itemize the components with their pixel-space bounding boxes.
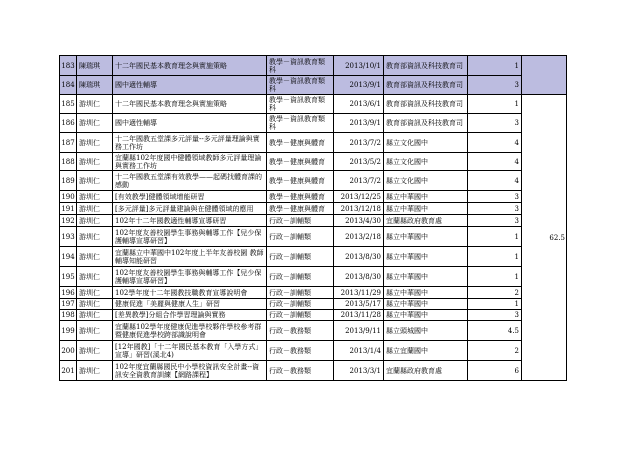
course-date-cell: 2013/11/29 xyxy=(334,287,384,299)
table-row xyxy=(60,133,567,153)
table-row xyxy=(60,203,567,215)
teacher-name-cell: 陳瑞琪 xyxy=(77,56,113,76)
organizer-cell: 縣立中華國中 xyxy=(384,247,468,267)
table-row xyxy=(60,76,567,95)
row-number-cell: 190 xyxy=(61,192,75,201)
course-date-cell: 2013/12/25 xyxy=(334,191,384,203)
row-number-cell: 194 xyxy=(60,247,77,267)
course-category-cell: 行政－訓輔類 xyxy=(267,310,334,321)
table-row xyxy=(60,215,567,227)
course-name-cell: 102年度宜蘭縣國民中小學校資訊安全計畫--資訊安全資教育訓練【網路課程】 xyxy=(113,361,267,381)
teacher-name-cell: 游圳仁 xyxy=(77,191,113,203)
course-date-cell: 2013/7/2 xyxy=(334,171,384,191)
course-date-cell: 2013/4/30 xyxy=(334,215,384,227)
hours-cell: 1 xyxy=(468,247,522,267)
hours-cell: 3 xyxy=(468,114,522,133)
table-row xyxy=(60,171,567,191)
course-name-cell: 102年度友善校園學生事務與輔導工作【兒少保護輔導宣導研習】 xyxy=(113,267,267,287)
course-date-cell: 2013/12/18 xyxy=(334,203,384,215)
course-date-cell: 2013/3/1 xyxy=(334,361,384,381)
teacher-name-cell: 游圳仁 xyxy=(77,171,113,191)
row-number-cell: 196 xyxy=(61,288,75,297)
course-date-cell: 2013/9/1 xyxy=(334,76,384,95)
row-number-cell: 199 xyxy=(60,321,77,341)
course-category-cell: 行政－訓輔類 xyxy=(267,299,334,310)
teacher-name-cell: 游圳仁 xyxy=(77,341,113,361)
table-row xyxy=(60,299,567,310)
course-name-cell: [12年國教]「十二年國民基本教育「入學方式」宣導」研習(溪北4) xyxy=(113,341,267,361)
table-row xyxy=(60,95,567,114)
hours-cell: 3 xyxy=(468,310,522,321)
hours-cell: 1 xyxy=(468,95,522,114)
row-number-cell: 184 xyxy=(60,76,77,95)
hours-cell: 3 xyxy=(468,76,522,95)
row-number-cell: 200 xyxy=(60,341,77,361)
organizer-cell: 縣立中華國中 xyxy=(384,287,468,299)
hours-cell: 2 xyxy=(468,341,522,361)
hours-cell: 1 xyxy=(468,267,522,287)
hours-cell: 1 xyxy=(468,299,522,310)
course-category-cell: 行政－教務類 xyxy=(267,361,334,381)
teacher-name-cell: 陳瑞琪 xyxy=(77,76,113,95)
organizer-cell: 縣立中華國中 xyxy=(384,310,468,321)
course-date-cell: 2013/10/1 xyxy=(334,56,384,76)
course-date-cell: 2013/8/30 xyxy=(334,267,384,287)
table-row xyxy=(60,267,567,287)
organizer-cell: 教育部資訊及科技教育司 xyxy=(384,114,468,133)
teacher-name-cell: 游圳仁 xyxy=(77,133,113,153)
course-name-cell: 國中適性輔導 xyxy=(113,76,267,95)
hours-cell: 3 xyxy=(468,191,522,203)
course-date-cell: 2013/8/30 xyxy=(334,247,384,267)
teacher-name-cell: 游圳仁 xyxy=(77,247,113,267)
course-name-cell: 十二年國教五堂課多元評量--多元評量理論與實務工作坊 xyxy=(113,133,267,153)
teacher-name-cell: 游圳仁 xyxy=(77,321,113,341)
highlight-cell xyxy=(522,56,567,95)
row-number-cell: 185 xyxy=(60,95,77,114)
course-category-cell: 教學－健康與體育 xyxy=(267,191,334,203)
table-row xyxy=(60,191,567,203)
course-date-cell: 2013/1/4 xyxy=(334,341,384,361)
teacher-name-cell: 游圳仁 xyxy=(77,299,113,310)
row-number-cell: 192 xyxy=(61,216,75,225)
course-date-cell: 2013/11/28 xyxy=(334,310,384,321)
course-name-cell: 102年十二年國教適性輔導宣導研習 xyxy=(113,215,267,227)
course-name-cell: 宜蘭縣102學年度健康促進學校夥伴學校參考群暨健康促進學校跨部識說明會 xyxy=(113,321,267,341)
teacher-name-cell: 游圳仁 xyxy=(77,203,113,215)
row-number-cell: 201 xyxy=(60,361,77,381)
course-name-cell: 健康促進「美麗與健康人生」研習 xyxy=(113,299,267,310)
hours-cell: 4 xyxy=(468,133,522,153)
row-number-cell: 188 xyxy=(60,153,77,171)
organizer-cell: 縣立文化國中 xyxy=(384,171,468,191)
training-records-table xyxy=(59,55,567,381)
organizer-cell: 縣立中華國中 xyxy=(384,227,468,247)
organizer-cell: 宜蘭縣政府教育處 xyxy=(384,215,468,227)
course-date-cell: 2013/9/11 xyxy=(334,321,384,341)
hours-cell: 3 xyxy=(468,203,522,215)
teacher-name-cell: 游圳仁 xyxy=(77,227,113,247)
organizer-cell: 縣立文化國中 xyxy=(384,133,468,153)
table-row xyxy=(60,56,567,76)
course-category-cell: 教學－資訊教育類科 xyxy=(267,114,334,133)
course-category-cell: 行政－教務類 xyxy=(267,341,334,361)
organizer-cell: 縣立宜蘭國中 xyxy=(384,341,468,361)
row-number-cell: 183 xyxy=(60,56,77,76)
teacher-name-cell: 游圳仁 xyxy=(77,114,113,133)
table-body xyxy=(60,56,567,381)
row-number-cell: 193 xyxy=(60,227,77,247)
hours-cell: 6 xyxy=(468,361,522,381)
table-row xyxy=(60,153,567,171)
course-category-cell: 行政－訓輔類 xyxy=(267,287,334,299)
teacher-name-cell: 游圳仁 xyxy=(77,153,113,171)
course-category-cell: 教學－資訊教育類科 xyxy=(267,76,334,95)
course-category-cell: 教學－健康與體育 xyxy=(267,203,334,215)
row-number-cell: 198 xyxy=(61,311,75,319)
course-date-cell: 2013/5/17 xyxy=(334,299,384,310)
table-row xyxy=(60,247,567,267)
teacher-name-cell: 游圳仁 xyxy=(77,310,113,321)
table-row xyxy=(60,310,567,321)
total-hours-cell: 62.5 xyxy=(522,95,567,381)
row-number-cell: 197 xyxy=(61,300,75,308)
table-row xyxy=(60,287,567,299)
organizer-cell: 縣立中華國中 xyxy=(384,203,468,215)
teacher-name-cell: 游圳仁 xyxy=(77,267,113,287)
row-number-cell: 189 xyxy=(60,171,77,191)
table-row xyxy=(60,321,567,341)
course-category-cell: 教學－健康與體育 xyxy=(267,153,334,171)
course-category-cell: 教學－健康與體育 xyxy=(267,171,334,191)
row-number-cell: 186 xyxy=(60,114,77,133)
course-date-cell: 2013/5/2 xyxy=(334,153,384,171)
course-category-cell: 行政－訓輔類 xyxy=(267,215,334,227)
course-category-cell: 教學－資訊教育類科 xyxy=(267,95,334,114)
course-name-cell: 102年度友善校園學生事務與輔導工作【兒少保護輔導宣導研習】 xyxy=(113,227,267,247)
course-name-cell: 國中適性輔導 xyxy=(113,114,267,133)
organizer-cell: 縣立文化國中 xyxy=(384,153,468,171)
course-date-cell: 2013/6/1 xyxy=(334,95,384,114)
row-number-cell: 187 xyxy=(60,133,77,153)
course-name-cell: 十二年國民基本教育理念與實施策略 xyxy=(113,56,267,76)
organizer-cell: 教育部資訊及科技教育司 xyxy=(384,95,468,114)
teacher-name-cell: 游圳仁 xyxy=(77,95,113,114)
hours-cell: 4 xyxy=(468,153,522,171)
course-name-cell: [差異教學]分組合作學習理論與實務 xyxy=(113,310,267,321)
row-number-cell: 195 xyxy=(60,267,77,287)
hours-cell: 1 xyxy=(468,227,522,247)
hours-cell: 1 xyxy=(468,56,522,76)
course-name-cell: 十二年國民基本教育理念與實施策略 xyxy=(113,95,267,114)
hours-cell: 2 xyxy=(468,287,522,299)
teacher-name-cell: 游圳仁 xyxy=(77,287,113,299)
table-row xyxy=(60,361,567,381)
course-category-cell: 行政－訓輔類 xyxy=(267,267,334,287)
course-date-cell: 2013/9/1 xyxy=(334,114,384,133)
course-category-cell: 行政－訓輔類 xyxy=(267,247,334,267)
organizer-cell: 縣立中華國中 xyxy=(384,299,468,310)
table-row xyxy=(60,341,567,361)
hours-cell: 4.5 xyxy=(468,321,522,341)
course-date-cell: 2013/2/18 xyxy=(334,227,384,247)
course-category-cell: 教學－資訊教育類科 xyxy=(267,56,334,76)
teacher-name-cell: 游圳仁 xyxy=(77,215,113,227)
course-name-cell: [多元評量]多元評量建論與在健體領域的應用 xyxy=(113,203,267,215)
teacher-name-cell: 游圳仁 xyxy=(77,361,113,381)
table-row xyxy=(60,114,567,133)
organizer-cell: 宜蘭縣政府教育處 xyxy=(384,361,468,381)
course-name-cell: [有效教學]健體領域增能研習 xyxy=(113,191,267,203)
organizer-cell: 縣立中華國中 xyxy=(384,191,468,203)
organizer-cell: 教育部資訊及科技教育司 xyxy=(384,56,468,76)
course-category-cell: 教學－健康與體育 xyxy=(267,133,334,153)
table-row xyxy=(60,227,567,247)
organizer-cell: 縣立中華國中 xyxy=(384,267,468,287)
hours-cell: 3 xyxy=(468,215,522,227)
course-name-cell: 宜蘭縣立中華國中102年度上半年友善校園 教師輔導知能研習 xyxy=(113,247,267,267)
course-name-cell: 十二年國教五堂課有效教學——起碼找體育課的感動 xyxy=(113,171,267,191)
organizer-cell: 教育部資訊及科技教育司 xyxy=(384,76,468,95)
course-category-cell: 行政－教務類 xyxy=(267,321,334,341)
course-name-cell: 宜蘭縣102年度國中健體領域教師多元評量理論與實務工作坊 xyxy=(113,153,267,171)
row-number-cell: 191 xyxy=(61,204,75,213)
course-category-cell: 行政－訓輔類 xyxy=(267,227,334,247)
course-date-cell: 2013/7/2 xyxy=(334,133,384,153)
organizer-cell: 縣立頭城國中 xyxy=(384,321,468,341)
course-name-cell: 102學年度十二年國教技職教育宣導說明會 xyxy=(113,287,267,299)
hours-cell: 4 xyxy=(468,171,522,191)
